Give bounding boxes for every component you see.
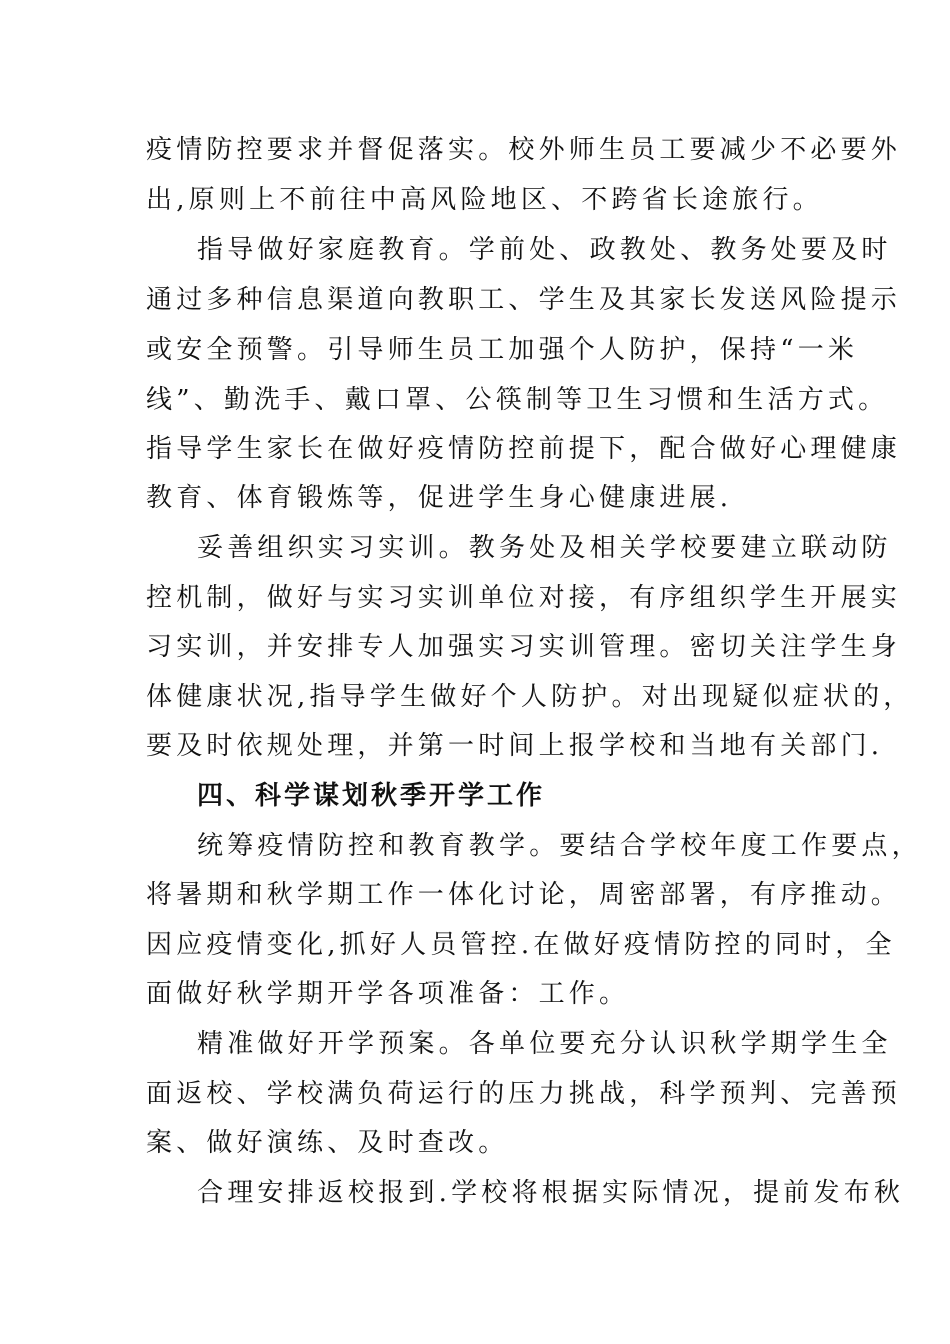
text-line: 面返校、学校满负荷运行的压力挑战，科学预判、完善预	[146, 1079, 902, 1109]
text-line: 线”、勤洗手、戴口罩、公筷制等卫生习惯和生活方式。	[146, 385, 889, 415]
text-line: 控机制，做好与实习实训单位对接，有序组织学生开展实	[146, 583, 902, 613]
text-line: 面做好秋学期开学各项准备：工作。	[146, 979, 630, 1009]
text-line: 或安全预警。引导师生员工加强个人防护，保持“一米	[146, 335, 859, 365]
text-line: 案、做好演练、及时查改。	[146, 1128, 509, 1158]
text-line: 习实训，并安排专人加强实习实训管理。密切关注学生身	[146, 632, 902, 662]
text-line: 统筹疫情防控和教育教学。要结合学校年度工作要点，	[197, 831, 922, 861]
text-line: 精准做好开学预案。各单位要充分认识秋学期学生全	[197, 1029, 892, 1059]
text-line: 出,原则上不前往中高风险地区、不跨省长途旅行。	[146, 185, 823, 215]
text-line: 指导做好家庭教育。学前处、政教处、教务处要及时	[197, 235, 892, 265]
text-line: 因应疫情变化,抓好人员管控.在做好疫情防控的同时，全	[146, 930, 896, 960]
text-line: 将暑期和秋学期工作一体化讨论，周密部署，有序推动。	[146, 880, 902, 910]
text-line: 体健康状况,指导学生做好个人防护。对出现疑似症状的，	[146, 682, 914, 712]
section-heading: 四、科学谋划秋季开学工作	[197, 781, 546, 811]
text-line: 指导学生家长在做好疫情防控前提下，配合做好心理健康	[146, 434, 902, 464]
text-line: 妥善组织实习实训。教务处及相关学校要建立联动防	[197, 533, 892, 563]
text-line: 教育、体育锻炼等，促进学生身心健康进展.	[146, 483, 733, 513]
text-line: 通过多种信息渠道向教职工、学生及其家长发送风险提示	[146, 285, 902, 315]
text-line: 要及时依规处理，并第一时间上报学校和当地有关部门.	[146, 731, 884, 761]
text-line: 疫情防控要求并督促落实。校外师生员工要减少不必要外	[146, 135, 902, 165]
text-line: 合理安排返校报到.学校将根据实际情况，提前发布秋	[197, 1178, 905, 1208]
